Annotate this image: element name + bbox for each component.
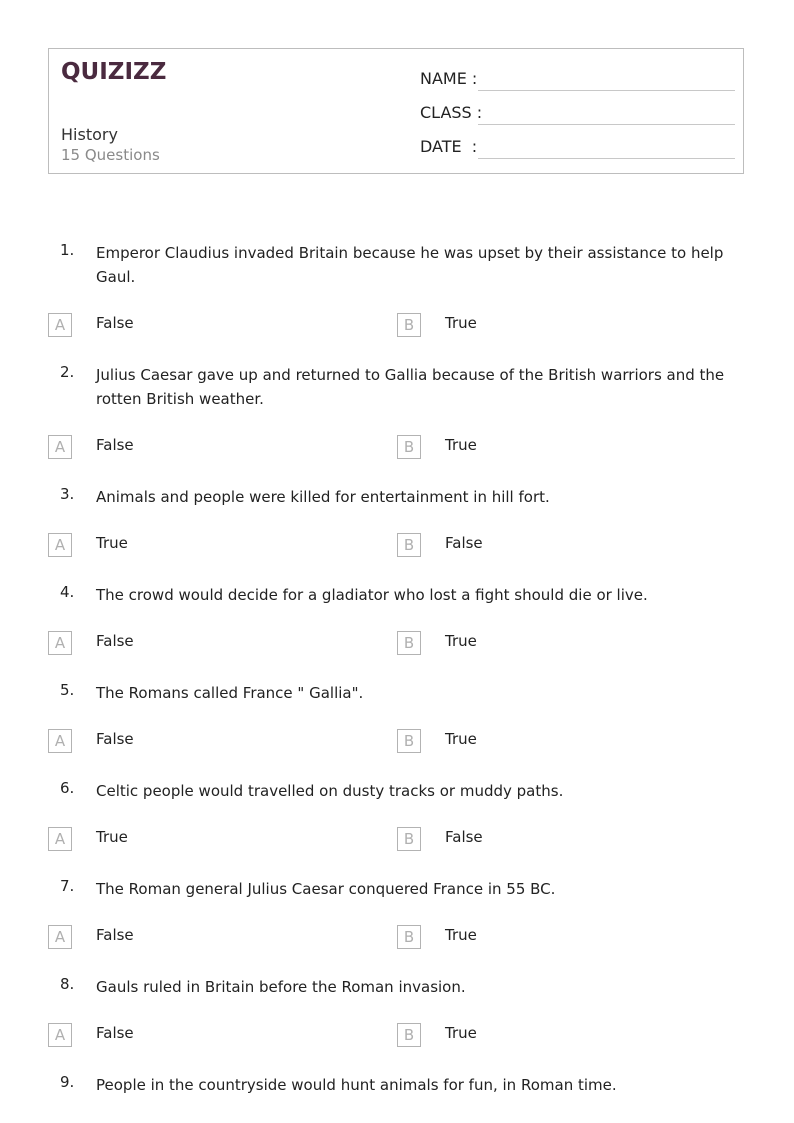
question-text: Emperor Claudius invaded Britain because he was upset by their assistance to help Gaul.	[96, 244, 724, 286]
option-letter-box[interactable]: B	[397, 925, 421, 949]
name-label: NAME :	[420, 69, 478, 88]
option-letter-box[interactable]: A	[48, 313, 72, 337]
question-number: 1.	[60, 241, 75, 259]
option-letter-box[interactable]: A	[48, 925, 72, 949]
option-text: False	[96, 632, 134, 650]
quizizz-logo: QUIZIZZ	[61, 59, 167, 85]
class-field[interactable]	[420, 103, 735, 127]
question-text: Celtic people would travelled on dusty tracks or muddy paths.	[96, 782, 564, 800]
option-text: False	[445, 534, 483, 552]
question-number: 8.	[60, 975, 75, 993]
question-number: 9.	[60, 1073, 75, 1091]
name-line[interactable]	[478, 90, 735, 91]
option-text: True	[445, 436, 477, 454]
option-letter-box[interactable]: B	[397, 533, 421, 557]
question-text: The Romans called France " Gallia".	[96, 684, 364, 702]
option-text: True	[445, 1024, 477, 1042]
option-letter-box[interactable]: A	[48, 533, 72, 557]
option-letter-box[interactable]: A	[48, 631, 72, 655]
option-text: False	[96, 926, 134, 944]
option-letter-box[interactable]: A	[48, 729, 72, 753]
question-text: The Roman general Julius Caesar conquered France in 55 BC.	[96, 880, 556, 898]
option-letter-box[interactable]: B	[397, 827, 421, 851]
question-text: The crowd would decide for a gladiator who lost a fight should die or live.	[96, 586, 648, 604]
worksheet-header	[48, 48, 744, 174]
option-text: True	[445, 926, 477, 944]
question-number: 2.	[60, 363, 75, 381]
question-number: 3.	[60, 485, 75, 503]
option-text: False	[96, 730, 134, 748]
question-count: 15 Questions	[61, 146, 160, 164]
option-text: True	[96, 828, 128, 846]
question-text: Animals and people were killed for entertainment in hill fort.	[96, 488, 550, 506]
name-field[interactable]	[420, 69, 735, 93]
option-letter-box[interactable]: A	[48, 827, 72, 851]
option-letter-box[interactable]: A	[48, 435, 72, 459]
option-text: True	[445, 632, 477, 650]
subject-title: History	[61, 125, 118, 144]
option-letter-box[interactable]: B	[397, 313, 421, 337]
question-text: People in the countryside would hunt animals for fun, in Roman time.	[96, 1076, 617, 1094]
option-letter-box[interactable]: A	[48, 1023, 72, 1047]
question-number: 4.	[60, 583, 75, 601]
question-number: 5.	[60, 681, 75, 699]
option-letter-box[interactable]: B	[397, 435, 421, 459]
question-text: Julius Caesar gave up and returned to Gallia because of the British warriors and the rotten British weather.	[96, 366, 725, 408]
question-text: Gauls ruled in Britain before the Roman invasion.	[96, 978, 466, 996]
option-letter-box[interactable]: B	[397, 631, 421, 655]
option-text: False	[445, 828, 483, 846]
option-text: False	[96, 436, 134, 454]
option-text: True	[445, 730, 477, 748]
option-letter-box[interactable]: B	[397, 729, 421, 753]
date-field[interactable]	[420, 137, 735, 161]
date-line[interactable]	[478, 158, 735, 159]
question-number: 7.	[60, 877, 75, 895]
question-number: 6.	[60, 779, 75, 797]
option-text: True	[445, 314, 477, 332]
option-text: True	[96, 534, 128, 552]
class-label: CLASS :	[420, 103, 483, 122]
option-text: False	[96, 314, 134, 332]
option-text: False	[96, 1024, 134, 1042]
option-letter-box[interactable]: B	[397, 1023, 421, 1047]
class-line[interactable]	[478, 124, 735, 125]
date-label: DATE :	[420, 137, 478, 156]
